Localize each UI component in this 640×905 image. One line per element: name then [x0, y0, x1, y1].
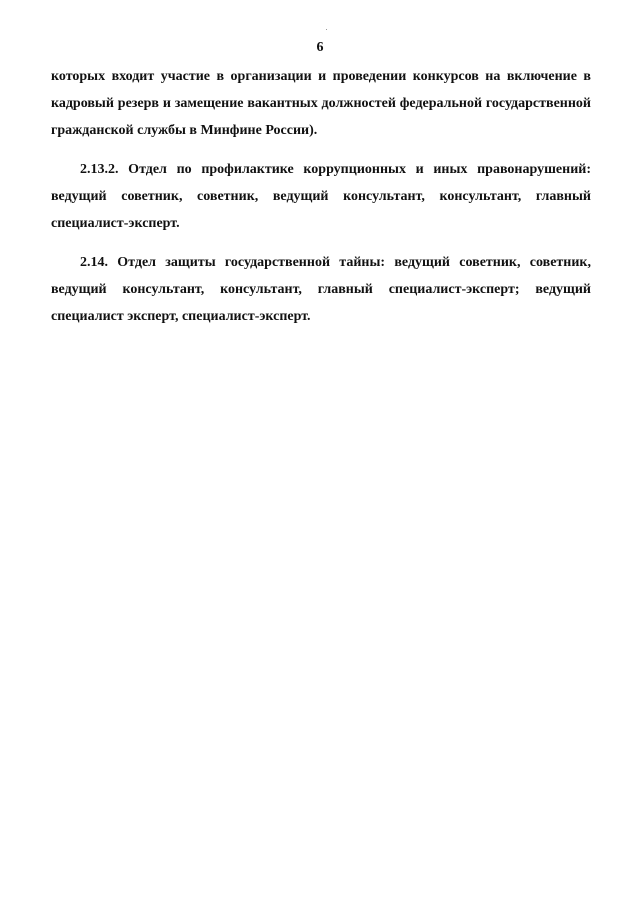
paragraph-text: которых входит участие в организации и проведении конкурсов на включение в кадровый резерв и замещение вакантных должностей федеральной государственной гражданской службы в Минфине России).	[51, 69, 591, 138]
paragraph-continuation	[51, 63, 591, 144]
scan-artifact	[326, 29, 327, 30]
page-number: 6	[316, 40, 324, 55]
paragraph-text: 2.13.2. Отдел по профилактике коррупционных и иных правонарушений: ведущий советник, советник, ведущий консультант, консультант, главный специалист-эксперт.	[51, 162, 591, 231]
paragraph-2-14	[51, 249, 591, 330]
paragraph-2-13-2	[51, 156, 591, 237]
paragraph-text: 2.14. Отдел защиты государственной тайны: ведущий советник, советник, ведущий консультант, консультант, главный специалист-эксперт; ведущий специалист эксперт, специалист-эксперт.	[51, 255, 591, 324]
